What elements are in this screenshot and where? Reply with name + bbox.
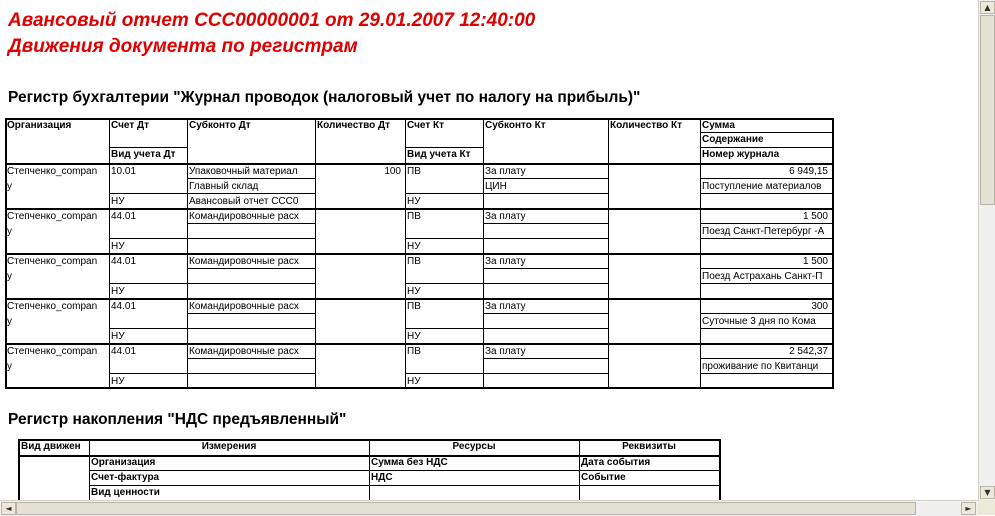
col-header-invoice: Счет-фактура bbox=[91, 472, 160, 483]
row-subconto-kt1: За плату bbox=[485, 346, 526, 357]
row-kind-kt: НУ bbox=[407, 331, 421, 342]
row-subconto-dt3: Авансовый отчет ССС0 bbox=[189, 196, 299, 207]
col-header-kind-kt: Вид учета Кт bbox=[407, 149, 471, 160]
row-org: Степченко_compan bbox=[7, 301, 98, 312]
grid-line bbox=[483, 283, 609, 284]
col-header-sum: Сумма bbox=[702, 120, 735, 131]
grid-line bbox=[483, 313, 609, 314]
col-header-acc-kt: Счет Кт bbox=[407, 120, 445, 131]
col-header-org: Организация bbox=[7, 120, 72, 131]
horizontal-scroll-thumb[interactable] bbox=[16, 502, 916, 515]
col-header-vat: НДС bbox=[371, 472, 393, 483]
col-header-req: Реквизиты bbox=[622, 441, 676, 452]
grid-line bbox=[700, 373, 833, 374]
row-acc-dt: 44.01 bbox=[111, 346, 137, 357]
grid-line bbox=[187, 223, 316, 224]
grid-line bbox=[187, 178, 316, 179]
row-org-cont: у bbox=[7, 316, 12, 327]
grid-line bbox=[187, 283, 316, 284]
row-kind-dt: НУ bbox=[111, 241, 125, 252]
grid-line bbox=[483, 178, 609, 179]
grid-line bbox=[700, 147, 833, 148]
report-title: Авансовый отчет ССС00000001 от 29.01.2007 12:40:00 bbox=[8, 10, 536, 31]
row-kind-kt: НУ bbox=[407, 196, 421, 207]
grid-line bbox=[483, 238, 609, 239]
grid-line bbox=[109, 283, 188, 284]
row-subconto-kt1: За плату bbox=[485, 301, 526, 312]
row-border bbox=[5, 254, 833, 255]
grid-line bbox=[700, 268, 833, 269]
col-header-res: Ресурсы bbox=[452, 441, 496, 452]
grid-line bbox=[109, 238, 188, 239]
col-header-content: Содержание bbox=[702, 134, 764, 145]
grid-line bbox=[89, 485, 720, 486]
row-subconto-dt1: Командировочные расх bbox=[189, 211, 299, 222]
grid-line bbox=[700, 328, 833, 329]
outer-border bbox=[720, 439, 721, 500]
outer-border bbox=[19, 439, 20, 500]
table-bottom-border bbox=[5, 388, 833, 389]
row-acc-dt: 44.01 bbox=[111, 301, 137, 312]
scroll-up-button[interactable]: ▲ bbox=[980, 1, 995, 14]
row-kind-dt: НУ bbox=[111, 196, 125, 207]
row-kind-dt: НУ bbox=[111, 376, 125, 387]
row-subconto-dt1: Упаковочный материал bbox=[189, 166, 298, 177]
col-header-subconto-dt: Субконто Дт bbox=[189, 120, 251, 131]
row-org: Степченко_compan bbox=[7, 346, 98, 357]
scroll-down-button[interactable]: ▼ bbox=[980, 486, 995, 499]
row-subconto-kt2: ЦИН bbox=[485, 181, 507, 192]
horizontal-scrollbar[interactable] bbox=[0, 500, 978, 516]
col-header-sum-no-vat: Сумма без НДС bbox=[371, 457, 448, 468]
column-border bbox=[579, 439, 580, 500]
grid-line bbox=[405, 193, 484, 194]
row-acc-kt: ПВ bbox=[407, 256, 421, 267]
grid-line bbox=[405, 238, 484, 239]
row-org-cont: у bbox=[7, 271, 12, 282]
row-sum: 6 949,15 bbox=[789, 166, 828, 177]
grid-line bbox=[405, 147, 484, 148]
table-bottom-border bbox=[5, 387, 833, 388]
col-header-qty-kt: Количество Кт bbox=[610, 120, 683, 131]
row-qty-dt: 100 bbox=[384, 166, 401, 177]
col-header-event-date: Дата события bbox=[581, 457, 651, 468]
vertical-scrollbar[interactable] bbox=[978, 0, 995, 500]
row-org: Степченко_compan bbox=[7, 211, 98, 222]
row-sum: 1 500 bbox=[802, 211, 828, 222]
grid-line bbox=[700, 193, 833, 194]
col-header-move: Вид движен bbox=[21, 441, 81, 452]
row-subconto-dt2: Главный склад bbox=[189, 181, 259, 192]
col-header-journal: Номер журнала bbox=[702, 149, 780, 160]
column-border bbox=[89, 439, 90, 500]
grid-line bbox=[483, 223, 609, 224]
scrollbar-corner bbox=[978, 500, 995, 515]
grid-line bbox=[700, 238, 833, 239]
col-header-org: Организация bbox=[91, 457, 156, 468]
row-content: Поезд Астрахань Санкт-П bbox=[702, 271, 823, 282]
row-sum: 1 500 bbox=[802, 256, 828, 267]
grid-line bbox=[483, 268, 609, 269]
row-border bbox=[5, 299, 833, 300]
grid-line bbox=[187, 358, 316, 359]
row-border bbox=[5, 344, 833, 345]
grid-line bbox=[187, 238, 316, 239]
outer-border bbox=[833, 118, 834, 389]
register1-title: Регистр бухгалтерии "Журнал проводок (налоговый учет по налогу на прибыль)" bbox=[8, 89, 641, 106]
row-kind-kt: НУ bbox=[407, 376, 421, 387]
row-border bbox=[5, 209, 833, 210]
row-acc-dt: 44.01 bbox=[111, 256, 137, 267]
row-subconto-kt1: За плату bbox=[485, 166, 526, 177]
row-content: Поезд Санкт-Петербург -А bbox=[702, 226, 825, 237]
row-acc-kt: ПВ bbox=[407, 166, 421, 177]
grid-line bbox=[700, 178, 833, 179]
grid-line bbox=[187, 268, 316, 269]
grid-line bbox=[483, 328, 609, 329]
row-org: Степченко_compan bbox=[7, 256, 98, 267]
row-acc-kt: ПВ bbox=[407, 301, 421, 312]
row-acc-dt: 44.01 bbox=[111, 211, 137, 222]
grid-line bbox=[89, 470, 720, 471]
register2-title: Регистр накопления "НДС предъявленный" bbox=[8, 411, 347, 428]
row-subconto-kt1: За плату bbox=[485, 211, 526, 222]
row-kind-dt: НУ bbox=[111, 286, 125, 297]
grid-line bbox=[700, 358, 833, 359]
grid-line bbox=[700, 313, 833, 314]
row-subconto-dt1: Командировочные расх bbox=[189, 301, 299, 312]
row-kind-kt: НУ bbox=[407, 241, 421, 252]
col-header-qty-dt: Количество Дт bbox=[317, 120, 391, 131]
row-sum: 2 542,37 bbox=[789, 346, 828, 357]
grid-line bbox=[187, 373, 316, 374]
column-border bbox=[369, 439, 370, 500]
grid-line bbox=[405, 373, 484, 374]
grid-line bbox=[109, 373, 188, 374]
scroll-left-button[interactable]: ◄ bbox=[1, 502, 16, 515]
row-subconto-dt1: Командировочные расх bbox=[189, 256, 299, 267]
col-header-event: Событие bbox=[581, 472, 626, 483]
row-org-cont: у bbox=[7, 226, 12, 237]
row-sum: 300 bbox=[811, 301, 828, 312]
row-org-cont: у bbox=[7, 181, 12, 192]
scroll-right-button[interactable]: ► bbox=[961, 502, 976, 515]
grid-line bbox=[700, 223, 833, 224]
col-header-value-kind: Вид ценности bbox=[91, 487, 160, 498]
vertical-scroll-thumb[interactable] bbox=[980, 15, 995, 205]
col-header-acc-dt: Счет Дт bbox=[111, 120, 150, 131]
row-content: Поступление материалов bbox=[702, 181, 822, 192]
grid-line bbox=[483, 193, 609, 194]
grid-line bbox=[405, 328, 484, 329]
row-org-cont: у bbox=[7, 361, 12, 372]
grid-line bbox=[187, 193, 316, 194]
grid-line bbox=[109, 147, 188, 148]
col-header-dims: Измерения bbox=[201, 441, 257, 452]
grid-line bbox=[405, 283, 484, 284]
row-content: проживание по Квитанци bbox=[702, 361, 819, 372]
grid-line bbox=[700, 283, 833, 284]
col-header-kind-dt: Вид учета Дт bbox=[111, 149, 176, 160]
row-kind-dt: НУ bbox=[111, 331, 125, 342]
grid-line bbox=[187, 313, 316, 314]
row-acc-dt: 10.01 bbox=[111, 166, 137, 177]
grid-line bbox=[109, 328, 188, 329]
report-subtitle: Движения документа по регистрам bbox=[8, 36, 358, 57]
grid-line bbox=[483, 358, 609, 359]
col-header-subconto-kt: Субконто Кт bbox=[485, 120, 546, 131]
row-org: Степченко_compan bbox=[7, 166, 98, 177]
row-acc-kt: ПВ bbox=[407, 211, 421, 222]
row-subconto-dt1: Командировочные расх bbox=[189, 346, 299, 357]
grid-line bbox=[187, 328, 316, 329]
row-kind-kt: НУ bbox=[407, 286, 421, 297]
row-content: Суточные 3 дня по Кома bbox=[702, 316, 816, 327]
row-acc-kt: ПВ bbox=[407, 346, 421, 357]
header-bottom-border bbox=[5, 164, 833, 165]
grid-line bbox=[700, 132, 833, 133]
grid-line bbox=[109, 193, 188, 194]
grid-line bbox=[483, 373, 609, 374]
row-subconto-kt1: За плату bbox=[485, 256, 526, 267]
